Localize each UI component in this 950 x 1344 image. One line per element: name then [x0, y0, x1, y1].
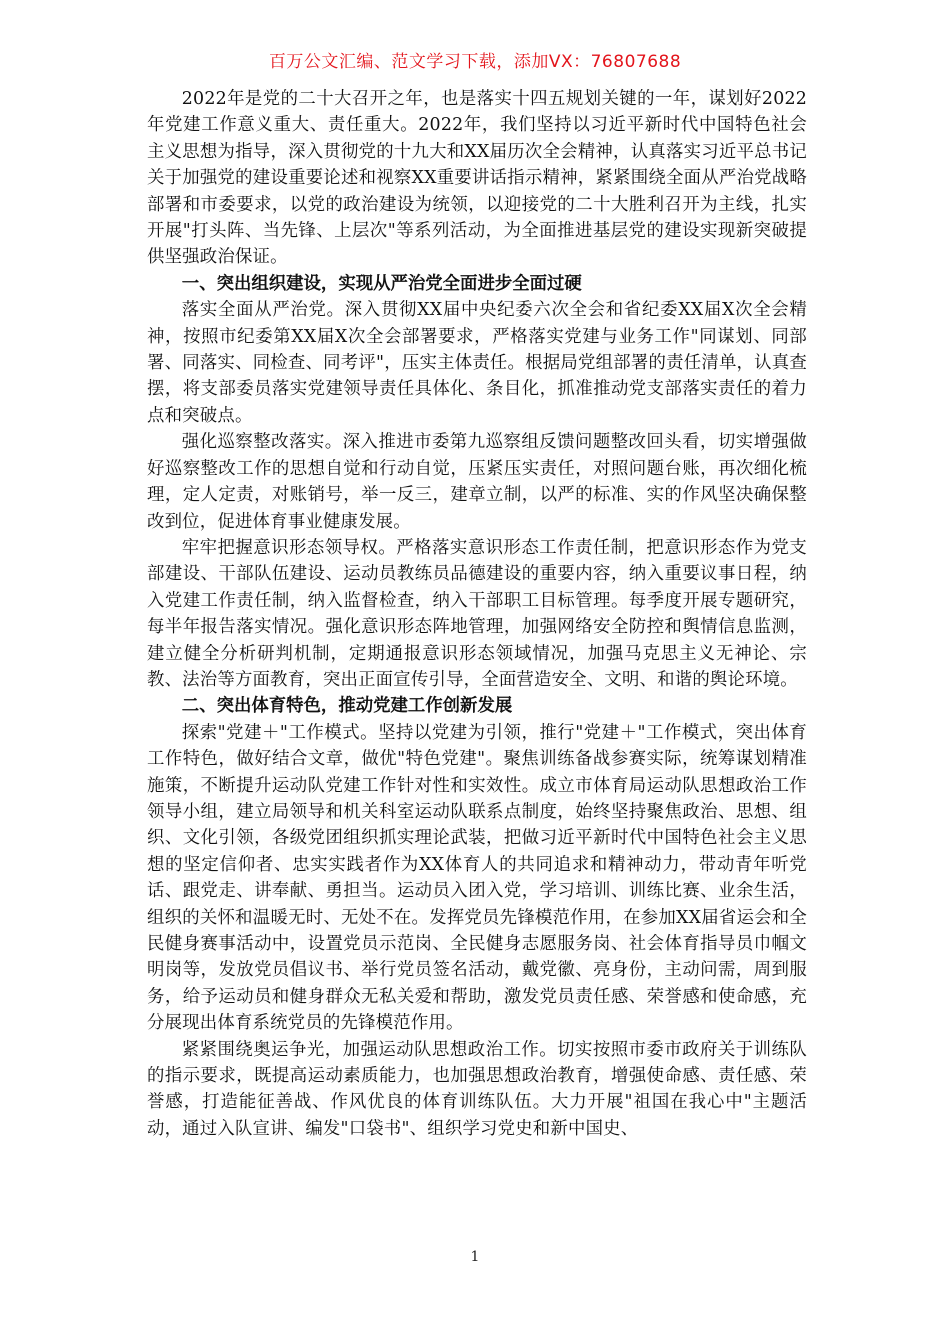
intro-paragraph: 2022年是党的二十大召开之年，也是落实十四五规划关键的一年，谋划好2022年党建工作意义重大、责任重大。2022年，我们坚持以习近平新时代中国特色社会主义思想为指导，深入贯彻党的十九大和XX届历次全会精神，认真落实习近平总书记关于加强党的建设重要论述和视察XX重要讲话指示精神，紧紧围绕全面从严治党战略部署和市委要求，以党的政治建设为统领，以迎接党的二十大胜利召开为主线，扎实开展"打头阵、当先锋、上层次"等系列活动，为全面推进基层党的建设实现新突破提供坚强政治保证。 [147, 89, 807, 268]
section-2-heading: 二、突出体育特色，推动党建工作创新发展 [181, 696, 513, 717]
section-2-paragraph-1: 探索"党建＋"工作模式。坚持以党建为引领，推行"党建＋"工作模式，突出体育工作特色，做好结合文章，做优"特色党建"。聚焦训练备战参赛实际，统筹谋划精准施策，不断提升运动队党建工作针对性和实效性。成立市体育局运动队思想政治工作领导小组，建立局领导和机关科室运动队联系点制度，始终坚持聚焦政治、思想、组织、文化引领，各级党团组织抓实理论武装，把做习近平新时代中国特色社会主义思想的坚定信仰者、忠实实践者作为XX体育人的共同追求和精神动力，带动青年听党话、跟党走、讲奉献、勇担当。运动员入团入党，学习培训、训练比赛、业余生活，组织的关怀和温暖无时、无处不在。发挥党员先锋模范作用，在参加XX届省运会和全民健身赛事活动中，设置党员示范岗、全民健身志愿服务岗、社会体育指导员巾帼文明岗等，发放党员倡议书、举行党员签名活动，戴党徽、亮身份，主动问需，周到服务，给予运动员和健身群众无私关爱和帮助，激发党员责任感、荣誉感和使命感，充分展现出体育系统党员的先锋模范作用。 [147, 722, 807, 1034]
section-1-paragraph-3: 牢牢把握意识形态领导权。严格落实意识形态工作责任制，把意识形态作为党支部建设、干部队伍建设、运动员教练员品德建设的重要内容，纳入重要议事日程，纳入党建工作责任制，纳入监督检查，纳入干部职工目标管理。每季度开展专题研究，每半年报告落实情况。强化意识形态阵地管理，加强网络安全防控和舆情信息监测，建立健全分析研判机制，定期通报意识形态领域情况，加强马克思主义无神论、宗教、法治等方面教育，突出正面宣传引导，全面营造安全、文明、和谐的舆论环境。 [147, 537, 807, 690]
page-number: 1 [470, 1249, 480, 1265]
header-banner: 百万公文汇编、范文学习下载，添加VX：76807688 [268, 52, 682, 72]
section-1-heading: 一、突出组织建设，实现从严治党全面进步全面过硬 [181, 273, 582, 294]
section-1-paragraph-2: 强化巡察整改落实。深入推进市委第九巡察组反馈问题整改回头看，切实增强做好巡察整改工作的思想自觉和行动自觉，压紧压实责任，对照问题台账，再次细化梳理，定人定责，对账销号，举一反三，建章立制，以严的标准、实的作风坚决确保整改到位，促进体育事业健康发展。 [147, 432, 807, 532]
document-body [147, 86, 807, 1142]
section-1-paragraph-1: 落实全面从严治党。深入贯彻XX届中央纪委六次全会和省纪委XX届X次全会精神，按照市纪委第XX届X次全会部署要求，严格落实党建与业务工作"同谋划、同部署、同落实、同检查、同考评"，压实主体责任。根据局党组部署的责任清单，认真查摆，将支部委员落实党建领导责任具体化、条目化，抓准推动党支部落实责任的着力点和突破点。 [147, 300, 807, 426]
section-2-paragraph-2: 紧紧围绕奥运争光，加强运动队思想政治工作。切实按照市委市政府关于训练队的指示要求，既提高运动素质能力，也加强思想政治教育，增强使命感、责任感、荣誉感，打造能征善战、作风优良的体育训练队伍。大力开展"祖国在我心中"主题活动，通过入队宣讲、编发"口袋书"、组织学习党史和新中国史、 [147, 1039, 807, 1139]
